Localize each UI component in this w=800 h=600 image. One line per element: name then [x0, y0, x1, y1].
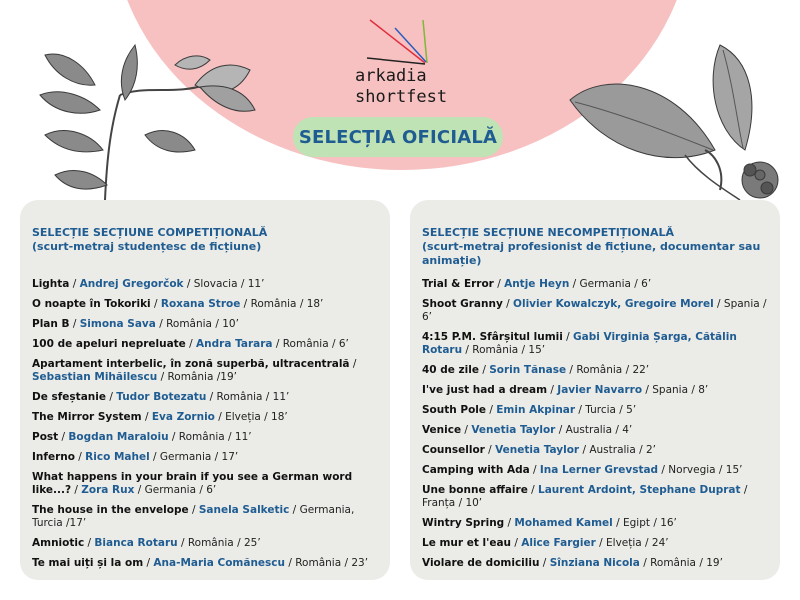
- film-entry: Te mai uiți și la om / Ana-Maria Comănescu / România / 23’: [32, 557, 369, 569]
- film-country-duration: Germania, Turcia /17’: [32, 504, 355, 529]
- film-country-duration: Norvegia / 15’: [668, 464, 743, 476]
- film-country-duration: Slovacia / 11’: [193, 278, 265, 290]
- film-title: Venice: [422, 424, 462, 436]
- film-title: Apartament interbelic, în zonă superbă, ultracentrală: [32, 358, 350, 370]
- film-director: Zora Rux: [81, 484, 135, 496]
- film-country-duration: Germania / 6’: [579, 278, 652, 290]
- film-director: Gabi Virginia Șarga, Cătălin Rotaru: [422, 331, 737, 356]
- film-title: Shoot Granny: [422, 298, 503, 310]
- leaf-illustration: [565, 40, 790, 215]
- film-director: Ana-Maria Comănescu: [153, 557, 285, 569]
- film-title: The house in the envelope: [32, 504, 189, 516]
- film-title: De sfeștanie: [32, 391, 106, 403]
- film-title: Camping with Ada: [422, 464, 530, 476]
- noncompetitive-title: SELECȚIE SECȚIUNE NECOMPETIȚIONALĂ: [422, 226, 675, 239]
- film-director: Venetia Taylor: [471, 424, 556, 436]
- film-country-duration: Germania / 17’: [159, 451, 239, 463]
- film-entry: What happens in your brain if you see a German word like...? / Zora Rux / Germania / 6’: [32, 471, 353, 496]
- film-title: 40 de zile: [422, 364, 479, 376]
- noncompetitive-section-panel: [410, 200, 780, 580]
- film-title: 4:15 P.M. Sfârșitul lumii: [422, 331, 563, 343]
- festival-logo: [355, 18, 465, 118]
- film-country-duration: Franța / 10’: [422, 497, 483, 509]
- film-entry: 40 de zile / Sorin Tănase / România / 22’: [422, 364, 650, 376]
- film-director: Laurent Ardoint, Stephane Duprat: [538, 484, 741, 496]
- film-director: Ina Lerner Grevstad: [539, 464, 659, 476]
- film-director: Mohamed Kamel: [514, 517, 613, 529]
- film-country-duration: România /19’: [167, 371, 237, 383]
- film-director: Olivier Kowalczyk, Gregoire Morel: [513, 298, 714, 310]
- film-director: Roxana Stroe: [160, 298, 241, 310]
- logo-wordmark: [355, 66, 447, 108]
- noncompetitive-subtitle: (scurt-metraj profesionist de ficțiune, documentar sau animație): [422, 240, 761, 267]
- film-entry: Violare de domiciliu / Sînziana Nicola / România / 19’: [422, 557, 723, 569]
- film-director: Emin Akpinar: [496, 404, 576, 416]
- film-title: Post: [32, 431, 59, 443]
- film-country-duration: România / 23’: [295, 557, 369, 569]
- film-country-duration: România / 10’: [166, 318, 239, 330]
- film-title: Te mai uiți și la om: [32, 557, 144, 569]
- film-country-duration: Spania / 6’: [422, 298, 767, 323]
- competitive-film-list: [32, 278, 380, 577]
- film-entry: Amniotic / Bianca Rotaru / România / 25’: [32, 537, 261, 549]
- film-entry: Camping with Ada / Ina Lerner Grevstad / Norvegia / 15’: [422, 464, 743, 476]
- film-title: Le mur et l'eau: [422, 537, 512, 549]
- film-title: I've just had a dream: [422, 384, 548, 396]
- film-director: Simona Sava: [79, 318, 156, 330]
- competitive-section-panel: [20, 200, 390, 580]
- film-title: Trial & Error: [422, 278, 494, 290]
- film-title: Lighta: [32, 278, 70, 290]
- film-entry: Lighta / Andrej Gregorčok / Slovacia / 11’: [32, 278, 265, 290]
- film-entry: 100 de apeluri nepreluate / Andra Tarara / România / 6’: [32, 338, 349, 350]
- film-director: Tudor Botezatu: [116, 391, 207, 403]
- competitive-subtitle: (scurt-metraj studențesc de ficțiune): [32, 240, 262, 253]
- film-country-duration: România / 11’: [178, 431, 252, 443]
- film-title: Counsellor: [422, 444, 485, 456]
- film-title: Violare de domiciliu: [422, 557, 540, 569]
- logo-line-1: arkadia: [355, 66, 427, 86]
- film-title: 100 de apeluri nepreluate: [32, 338, 186, 350]
- film-entry: Post / Bogdan Maraloiu / România / 11’: [32, 431, 252, 443]
- film-country-duration: România / 15’: [472, 344, 546, 356]
- film-country-duration: România / 25’: [187, 537, 261, 549]
- badge-label: SELECȚIA OFICIALĂ: [298, 126, 498, 148]
- film-country-duration: Spania / 8’: [652, 384, 709, 396]
- film-title: South Pole: [422, 404, 487, 416]
- film-country-duration: Elveția / 24’: [606, 537, 669, 549]
- film-title: What happens in your brain if you see a German word like...?: [32, 471, 353, 496]
- competitive-heading: [32, 226, 267, 254]
- film-entry: South Pole / Emin Akpinar / Turcia / 5’: [422, 404, 637, 416]
- film-director: Sanela Salketic: [198, 504, 290, 516]
- film-entry: De sfeștanie / Tudor Botezatu / România / 11’: [32, 391, 290, 403]
- film-entry: Apartament interbelic, în zonă superbă, ultracentrală / Sebastian Mihăilescu / România /19’: [32, 358, 357, 383]
- film-country-duration: România / 6’: [282, 338, 349, 350]
- film-title: The Mirror System: [32, 411, 142, 423]
- film-director: Alice Fargier: [521, 537, 596, 549]
- film-country-duration: Turcia / 5’: [585, 404, 637, 416]
- film-entry: Trial & Error / Antje Heyn / Germania / 6’: [422, 278, 652, 290]
- film-director: Eva Zornio: [151, 411, 215, 423]
- film-director: Javier Navarro: [557, 384, 643, 396]
- film-title: Inferno: [32, 451, 75, 463]
- film-entry: O noapte în Tokoriki / Roxana Stroe / România / 18’: [32, 298, 324, 310]
- film-entry: Wintry Spring / Mohamed Kamel / Egipt / 16’: [422, 517, 677, 529]
- film-director: Bianca Rotaru: [94, 537, 178, 549]
- film-entry: Une bonne affaire / Laurent Ardoint, Stephane Duprat / Franța / 10’: [422, 484, 748, 509]
- noncompetitive-film-list: [422, 278, 770, 577]
- film-entry: Inferno / Rico Mahel / Germania / 17’: [32, 451, 239, 463]
- competitive-title: SELECȚIE SECȚIUNE COMPETIȚIONALĂ: [32, 226, 268, 239]
- film-country-duration: România / 11’: [216, 391, 290, 403]
- film-director: Sînziana Nicola: [549, 557, 640, 569]
- film-title: Wintry Spring: [422, 517, 505, 529]
- film-title: Plan B: [32, 318, 70, 330]
- film-director: Sorin Tănase: [489, 364, 567, 376]
- official-selection-badge: [293, 117, 503, 157]
- film-entry: Plan B / Simona Sava / România / 10’: [32, 318, 239, 330]
- film-country-duration: Germania / 6’: [144, 484, 217, 496]
- film-entry: Le mur et l'eau / Alice Fargier / Elveția / 24’: [422, 537, 669, 549]
- film-country-duration: Australia / 4’: [565, 424, 633, 436]
- film-director: Antje Heyn: [504, 278, 570, 290]
- spark-lines-icon: [365, 18, 435, 68]
- noncompetitive-heading: [422, 226, 780, 268]
- film-director: Sebastian Mihăilescu: [32, 371, 158, 383]
- logo-line-2: shortfest: [355, 87, 448, 107]
- film-country-duration: România / 19’: [650, 557, 723, 569]
- film-entry: I've just had a dream / Javier Navarro / Spania / 8’: [422, 384, 709, 396]
- film-entry: Venice / Venetia Taylor / Australia / 4’: [422, 424, 633, 436]
- film-director: Rico Mahel: [85, 451, 150, 463]
- film-title: Une bonne affaire: [422, 484, 528, 496]
- film-entry: Counsellor / Venetia Taylor / Australia / 2’: [422, 444, 657, 456]
- film-title: O noapte în Tokoriki: [32, 298, 151, 310]
- film-country-duration: România / 22’: [576, 364, 650, 376]
- film-country-duration: Egipt / 16’: [622, 517, 677, 529]
- film-country-duration: Elveția / 18’: [225, 411, 288, 423]
- film-director: Bogdan Maraloiu: [68, 431, 169, 443]
- film-director: Andrej Gregorčok: [79, 278, 184, 290]
- flower-illustration: [25, 25, 265, 205]
- film-entry: The Mirror System / Eva Zornio / Elveția / 18’: [32, 411, 288, 423]
- film-entry: The house in the envelope / Sanela Salketic / Germania, Turcia /17’: [32, 504, 355, 529]
- film-title: Amniotic: [32, 537, 85, 549]
- film-country-duration: România / 18’: [250, 298, 324, 310]
- film-entry: Shoot Granny / Olivier Kowalczyk, Gregoire Morel / Spania / 6’: [422, 298, 767, 323]
- film-director: Andra Tarara: [196, 338, 273, 350]
- film-director: Venetia Taylor: [495, 444, 580, 456]
- film-country-duration: Australia / 2’: [589, 444, 657, 456]
- film-entry: 4:15 P.M. Sfârșitul lumii / Gabi Virginia Șarga, Cătălin Rotaru / România / 15’: [422, 331, 737, 356]
